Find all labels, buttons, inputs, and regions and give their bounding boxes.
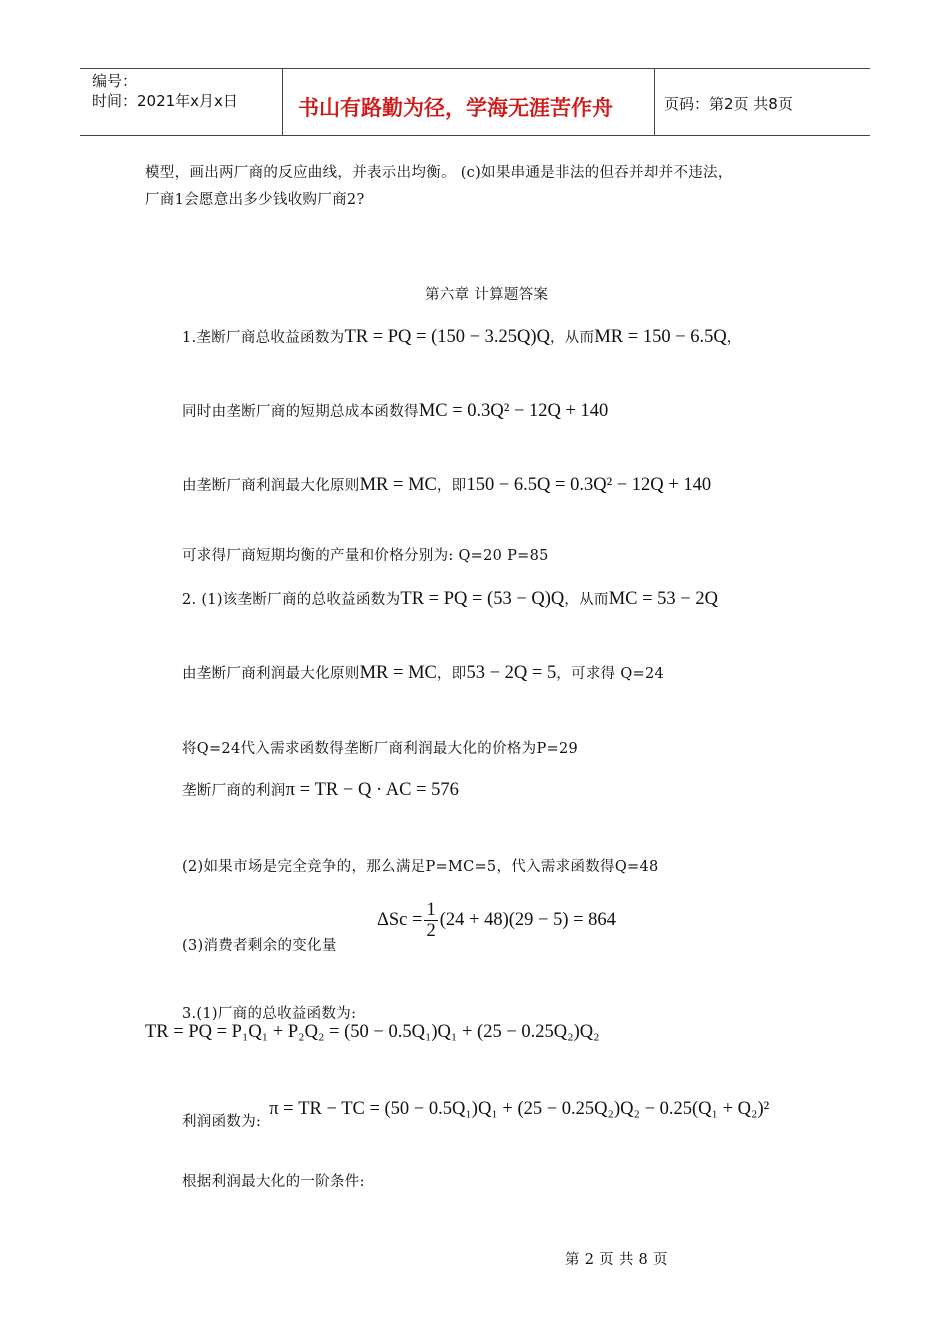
q1-line-2 — [182, 400, 608, 422]
q2-line-1-mid: ，从而 — [564, 592, 609, 608]
header-page-label: 页码：第2页 共8页 — [664, 95, 793, 113]
q2-surplus-equation — [377, 900, 616, 941]
header-divider-right — [654, 68, 655, 135]
q3-profit-text: 利润函数为: — [182, 1114, 262, 1130]
q2-profit-line — [182, 779, 459, 801]
q2-surplus-text: (3)消费者剩余的变化量 — [182, 938, 337, 954]
q1-line-3-mid: ，即 — [436, 478, 467, 494]
q2-fraction-denominator: 2 — [426, 921, 436, 941]
header-top-rule — [80, 68, 870, 69]
q2-line-1 — [182, 588, 718, 610]
q2-surplus-rhs: (24 + 48)(29 − 5) = 864 — [439, 909, 616, 930]
q1-line-1-text: 1.垄断厂商总收益函数为 — [182, 330, 345, 346]
q2-line-2-mid: ，即 — [436, 666, 467, 682]
q1-line-1-mid: ，从而 — [549, 330, 595, 346]
section-title: 第六章 计算题答案 — [425, 287, 549, 303]
q2-profit-text: 垄断厂商的利润 — [182, 783, 286, 799]
q1-mc-equation: MC = 0.3Q² − 12Q + 140 — [418, 401, 609, 421]
q2-line-2-text: 由垄断厂商利润最大化原则 — [182, 666, 360, 682]
q1-result: 可求得厂商短期均衡的产量和价格分别为: Q=20 P=85 — [182, 548, 549, 564]
header-bottom-rule — [80, 135, 870, 136]
q2-surplus-lhs: ΔSc = — [377, 909, 423, 930]
q1-mr-mc-condition: MR = MC — [359, 475, 437, 495]
q2-tr-equation: TR = PQ = (53 − Q)Q — [400, 589, 565, 609]
q3-total-revenue-equation: TR = PQ = P₁Q₁ + P₂Q₂ = (50 − 0.5Q₁)Q₁ + (25 − 0.25Q₂)Q₂ — [145, 1022, 600, 1042]
q2-competitive-line: (2)如果市场是完全竞争的，那么满足P=MC=5，代入需求函数得Q=48 — [182, 859, 659, 875]
header-motto: 书山有路勤为径，学海无涯苦作舟 — [298, 96, 613, 120]
intro-line-1: 模型，画出两厂商的反应曲线，并表示出均衡。 (c)如果串通是非法的但吞并却并不违法， — [145, 165, 733, 181]
intro-line-2: 厂商1会愿意出多少钱收购厂商2? — [145, 192, 365, 208]
q1-line-3-text: 由垄断厂商利润最大化原则 — [182, 478, 360, 494]
doc-time-label: 时间：2021年x月x日 — [92, 92, 238, 110]
q3-line-1: 3.(1)厂商的总收益函数为: — [182, 1006, 357, 1022]
q1-line-1-end: ， — [726, 330, 742, 346]
page-footer: 第 2 页 共 8 页 — [565, 1252, 668, 1268]
q1-equilibrium-equation: 150 − 6.5Q = 0.3Q² − 12Q + 140 — [466, 475, 712, 495]
q2-equilibrium-equation: 53 − 2Q = 5 — [466, 663, 557, 683]
q2-mr-mc-condition: MR = MC — [359, 663, 437, 683]
q1-line-1 — [182, 326, 742, 348]
q2-mc-equation: MC = 53 − 2Q — [608, 589, 718, 609]
q1-mr-equation: MR = 150 − 6.5Q — [594, 327, 727, 347]
q2-line-1-text: 2. (1)该垄断厂商的总收益函数为 — [182, 592, 401, 608]
q2-price-line: 将Q=24代入需求函数得垄断厂商利润最大化的价格为P=29 — [182, 741, 579, 757]
q3-profit-equation: π = TR − TC = (50 − 0.5Q₁)Q₁ + (25 − 0.25Q₂)Q₂ − 0.25(Q₁ + Q₂)² — [269, 1099, 770, 1119]
q2-fraction-numerator: 1 — [426, 900, 436, 920]
q2-line-2 — [182, 662, 664, 684]
q3-profit-line — [182, 1098, 770, 1130]
q2-profit-equation: π = TR − Q · AC = 576 — [285, 780, 459, 800]
q2-surplus-fraction — [424, 900, 437, 941]
q2-line-2-end: ，可求得 Q=24 — [556, 666, 665, 682]
q3-first-order-line: 根据利润最大化的一阶条件: — [182, 1174, 365, 1190]
header-divider-left — [282, 68, 283, 135]
q1-tr-equation: TR = PQ = (150 − 3.25Q)Q — [344, 327, 550, 347]
q1-line-2-text: 同时由垄断厂商的短期总成本函数得 — [182, 404, 419, 420]
q1-line-3 — [182, 474, 711, 496]
doc-code-label: 编号： — [92, 72, 138, 90]
